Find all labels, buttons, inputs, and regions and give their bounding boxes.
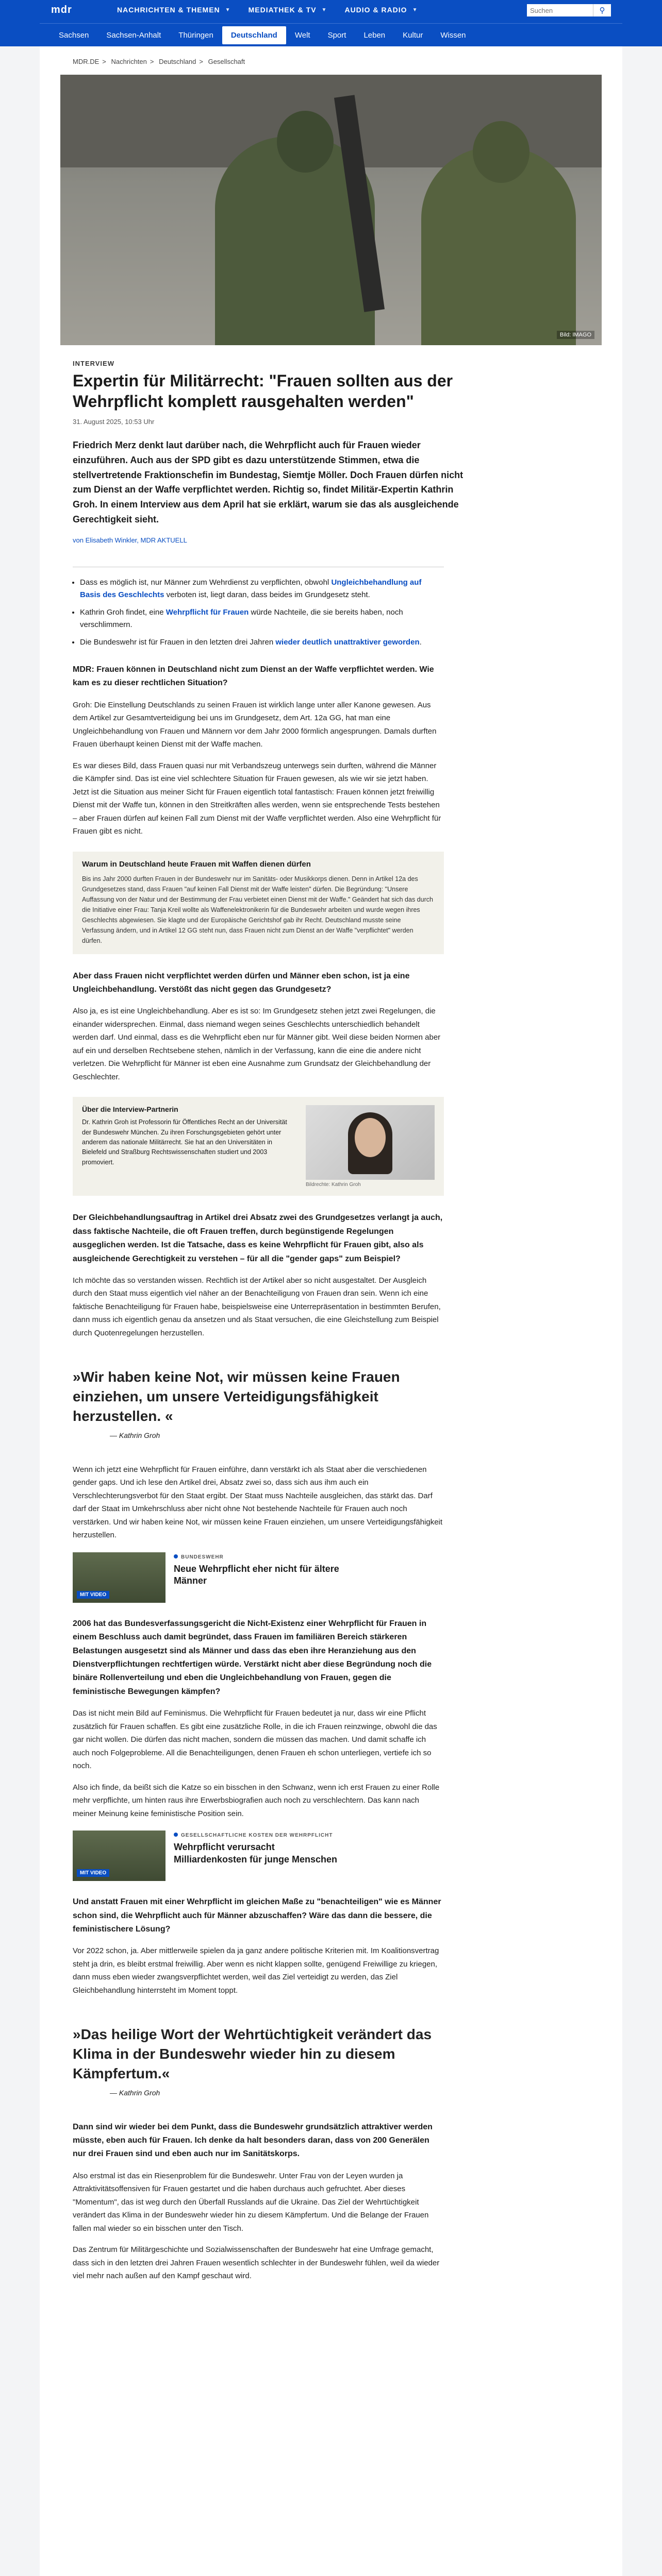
subnav-sachsen-anhalt[interactable]: Sachsen-Anhalt [106, 31, 161, 40]
interview-answer: Also erstmal ist das ein Riesenproblem für die Bundeswehr. Unter Frau von der Leyen wurden ja Attraktivitätsoffensiven für Frauen gestartet und die haben durchaus auch gefruchtet. Aber dieses "Momentum", das ist weg durch den Überfall Russlands auf die Ukraine. Das Ziel der Wehrtüchtigkeit verändert das Klima in der Bundeswehr wieder hin zu diesem Kämpfertum. Und die Belange der Frauen fallen mal wieder so ein bisschen unter den Tisch. [73, 2171, 429, 2233]
related-article-teaser[interactable] [73, 1831, 444, 1881]
summary-item [80, 636, 444, 649]
main-nav-media-label: MEDIATHEK & TV [248, 6, 317, 14]
breadcrumb-separator: > [150, 58, 154, 65]
hero-head-left [277, 111, 334, 173]
main-nav-news-label: NACHRICHTEN & THEMEN [117, 6, 220, 14]
article-author[interactable]: von Elisabeth Winkler, MDR AKTUELL [73, 536, 187, 544]
summary-item [80, 606, 444, 631]
subnav-welt[interactable]: Welt [294, 31, 310, 40]
interview-question: Dann sind wir wieder bei dem Punkt, dass die Bundeswehr grundsätzlich attraktiver werden müsste, eben auch für Frauen. Ich denke da halt besonders daran, dass von 200 Generälen nur drei Frauen sind und eben auch nur im Sanitätskorps. [73, 2122, 433, 2159]
teaser-kicker [174, 1833, 349, 1838]
interview-answer: Groh: Die Einstellung Deutschlands zu seinen Frauen ist wirklich lange unter aller Kanone gewesen. Aus dem Artikel zur Gesamtverteidigung bei uns im Grundgesetz, dem Art. 12a GG, hat man eine Ungleichbehandlung von Frauen und Männern vor dem Jahr 2000 förmlich angesprungen. Damals durften Frauen überhaupt keinen Dienst mit der Waffe machen. [73, 700, 437, 749]
pull-quote-author: — Kathrin Groh [110, 2088, 160, 2097]
article-column [73, 1463, 444, 1997]
breadcrumb-item[interactable]: Gesellschaft [208, 58, 245, 65]
interview-question: Aber dass Frauen nicht verpflichtet werden dürfen und Männer eben schon, ist ja eine Ungleichbehandlung. Verstößt das nicht gegen das Grundgesetz? [73, 971, 410, 994]
interview-answer: Also ja, es ist eine Ungleichbehandlung. Aber es ist so: Im Grundgesetz stehen jetzt zwei Regelungen, die einander widersprechen. Einmal, dass niemand wegen seines Geschlechts unterschiedlich behandelt werden darf. Und einmal, dass es die Wehrpflicht eben nur für Männer gibt. Weil diese beiden Normen aber auf ein und derselben Rechtsebene stehen, nämlich in der Verfassung, kann die eine die andere nicht verletzen. Die Wehrpflicht für Männer ist eben eine Ausnahme zum Grundsatz der Gleichbehandlung der Geschlechter. [73, 1007, 441, 1081]
main-nav [117, 6, 418, 14]
breadcrumb-separator: > [199, 58, 203, 65]
pull-quote-text: »Wir haben keine Not, wir müssen keine Frauen einziehen, um unsere Verteidigungsfähigkeit herzustellen. « [73, 1369, 400, 1424]
top-bar-inner [40, 0, 622, 46]
main-nav-media[interactable] [249, 6, 327, 14]
interview-answer: Wenn ich jetzt eine Wehrpflicht für Frauen einführe, dann verstärkt ich als Staat aber die verschiedenen gender gaps. Und ich lese den Artikel drei, Absatz zwei so, dass sich aus ihm auch ein Verschlechterungsverbot für den Staat ergibt. Der Staat muss Nachteile ausgleichen, das stärkt das. Darf darf der Staat im Umkehrschluss aber nicht ohne Not bestehende Nachteile für Frauen auch noch verstärken. Und wir haben keine Not, wir müssen keine Frauen einziehen, um unsere Verteidigungsfähigkeit herzustellen. [73, 1465, 443, 1540]
chevron-down-icon: ▼ [412, 7, 418, 13]
bio-text: Dr. Kathrin Groh ist Professorin für Öffentliches Recht an der Universität der Bundeswehr München. Zu ihren Forschungsgebieten gehört unter anderem das nationale Militärrecht. Sie hat an den Universitäten in Bielefeld und Straßburg Rechtswissenschaften studiert und 2003 promoviert. [82, 1118, 287, 1166]
breadcrumb [40, 46, 622, 75]
teaser-kicker [174, 1554, 349, 1560]
pull-quote [73, 1367, 465, 1439]
teaser-kicker-label: BUNDESWEHR [181, 1554, 224, 1560]
teaser-text [174, 1552, 349, 1587]
sub-navigation [40, 23, 622, 47]
hero-caption: Bild: IMAGO [557, 331, 594, 339]
subnav-thueringen[interactable]: Thüringen [178, 31, 213, 40]
pull-quote-author: — Kathrin Groh [110, 1431, 160, 1439]
interview-question: MDR: Frauen können in Deutschland nicht zum Dienst an der Waffe verpflichtet werden. Wie kam es zu dieser rechtlichen Situation? [73, 665, 434, 688]
breadcrumb-separator: > [102, 58, 106, 65]
teaser-image[interactable] [73, 1831, 166, 1881]
interview-answer: Das Zentrum für Militärgeschichte und Sozialwissenschaften der Bundeswehr hat eine Umfrage gemacht, dass sich in den letzten drei Jahren Frauen wesentlich schlechter in der Bundeswehr fühlen, weil da wieder viel mehr nach außen auf den Kampf geschaut wird. [73, 2245, 440, 2281]
breadcrumb-item[interactable]: Deutschland [159, 58, 196, 65]
bio-image-block [306, 1105, 435, 1188]
portrait-image [306, 1105, 435, 1180]
info-box-text: Bis ins Jahr 2000 durften Frauen in der Bundeswehr nur im Sanitäts- oder Musikkorps dienen. Denn in Artikel 12a des Grundgesetzes stand, dass Frauen "auf keinen Fall Dienst mit der Waffe leisten" dürfen. Die Begründung: "Unsere Auffassung von der Natur und der Bestimmung der Frau verbietet einen Dienst mit der Waffe." Geändert hat sich das durch die Initiative einer Frau: Tanja Kreil wollte als Waffenelektronikerin für die Bundeswehr arbeiten und wurde wegen ihres Geschlechts abgewiesen. Sie klagte und der Europäische Gerichtshof gab ihr Recht. Deutschland musste seine Verfassung ändern, und in Artikel 12 GG steht nun, dass Frauen nicht zum Dienst an der Waffe "verpflichtet" werden dürfen. [82, 875, 433, 944]
summary-text: würde Nachteile, die sie bereits haben, noch verschlimmern. [80, 607, 403, 629]
summary-link[interactable]: Ungleichbehandlung auf Basis des Geschlechts [80, 578, 422, 599]
portrait-caption: Bildrechte: Kathrin Groh [306, 1182, 361, 1188]
teaser-title[interactable]: Neue Wehrpflicht eher nicht für ältere Männer [174, 1563, 339, 1586]
hero-head-right [473, 121, 529, 183]
search-icon[interactable]: ⚲ [593, 4, 611, 16]
subnav-kultur[interactable]: Kultur [403, 31, 423, 40]
article-title: Expertin für Militärrecht: "Frauen sollten aus der Wehrpflicht komplett rausgehalten werden" [73, 371, 453, 411]
chevron-down-icon: ▼ [225, 7, 231, 13]
page-content [40, 46, 622, 2576]
subnav-wissen[interactable]: Wissen [440, 31, 466, 40]
interview-question: Und anstatt Frauen mit einer Wehrpflicht im gleichen Maße zu "benachteiligen" wie es Männer schon sind, die Wehrpflicht auch für Männer abzuschaffen? Wäre das dann die bessere, die feministischere Lösung? [73, 1897, 441, 1934]
main-nav-audio[interactable] [344, 6, 418, 14]
subnav-sachsen[interactable]: Sachsen [59, 31, 89, 40]
info-box-title: Warum in Deutschland heute Frauen mit Waffen dienen dürfen [82, 859, 311, 869]
pull-quote [73, 2025, 465, 2096]
article-column [73, 2121, 444, 2283]
search-box [527, 4, 611, 16]
bio-text-block [82, 1105, 293, 1188]
teaser-image[interactable] [73, 1552, 166, 1603]
article-date: 31. August 2025, 10:53 Uhr [73, 418, 155, 426]
article-summary [73, 567, 444, 649]
summary-link[interactable]: wieder deutlich unattraktiver geworden [275, 637, 420, 647]
dot-icon [174, 1833, 178, 1837]
main-nav-news[interactable] [117, 6, 231, 14]
article-body [40, 360, 622, 2283]
article-kicker: INTERVIEW [73, 360, 114, 367]
summary-link[interactable]: Wehrpflicht für Frauen [166, 607, 249, 617]
summary-text: Kathrin Groh findet, eine [80, 607, 166, 617]
summary-text: . [419, 637, 422, 647]
summary-text: Die Bundeswehr ist für Frauen in den letzten drei Jahren [80, 637, 276, 647]
teaser-text [174, 1831, 349, 1866]
interview-question: Der Gleichbehandlungsauftrag in Artikel drei Absatz zwei des Grundgesetzes verlangt ja auch, dass faktische Nachteile, die oft Frauen treffen, durch begünstigende Regelungen ausgeglichen werden. Ist die Tatsache, dass es keine Wehrpflicht für Frauen gibt, also als ausgleichende Gerechtigkeit zu verstehen – für all die "gender gaps" zum Beispiel? [73, 1213, 443, 1263]
main-nav-audio-label: AUDIO & RADIO [344, 6, 407, 14]
info-box [73, 852, 444, 954]
subnav-leben[interactable]: Leben [363, 31, 386, 40]
bio-title: Über die Interview-Partnerin [82, 1105, 178, 1114]
interview-answer: Vor 2022 schon, ja. Aber mittlerweile spielen da ja ganz andere politische Kriterien mit. Im Koalitionsvertrag steht ja drin, es bleibt erstmal freiwillig. Aber wenn es nicht klappen sollte, genügend Freiwillige zu kriegen, dann muss eben wieder zwangsverpflichtet werden, weil das Ziel verteidigt zu werden, das Ziel Gleichbehandlung hinterrsteht im Moment toppt. [73, 1946, 439, 1995]
interviewee-bio-box [73, 1097, 444, 1196]
hero-image [60, 75, 602, 345]
search-input[interactable] [527, 4, 593, 16]
breadcrumb-item[interactable]: Nachrichten [111, 58, 147, 65]
chevron-down-icon: ▼ [321, 7, 327, 13]
article-lead: Friedrich Merz denkt laut darüber nach, die Wehrpflicht auch für Frauen wieder einzuführen. Auch aus der SPD gibt es dazu unterstützende Stimmen, etwa die stellvertretende Fraktionschefin im Bundestag, Siemtje Möller. Doch Frauen dürfen nicht zum Dienst an der Waffe verpflichtet werden. Richtig so, findet Militär-Expertin Kathrin Groh. In einem Interview aus dem April hat sie erklärt, warum sie das als ausgleichende Gerechtigkeit sieht. [73, 440, 464, 524]
top-navigation-bar [0, 0, 662, 46]
dot-icon [174, 1554, 178, 1558]
summary-item [80, 577, 444, 601]
summary-text: Dass es möglich ist, nur Männer zum Wehrdienst zu verpflichten, obwohl [80, 578, 332, 587]
related-article-teaser[interactable] [73, 1552, 444, 1603]
teaser-title[interactable]: Wehrpflicht verursacht Milliardenkosten für junge Menschen [174, 1842, 338, 1865]
interview-answer: Es war dieses Bild, dass Frauen quasi nur mit Verbandszeug unterwegs sein durften, während die Männer die Kämpfer sind. Das ist eine viel schlechtere Situation für Frauen gewesen, als wie wir sie jetzt haben. Jetzt ist die Situation aus meiner Sicht für Frauen eigentlich total fantastisch: Frauen können jetzt freiwillig Dienst mit der Waffe tun, können in den Streitkräften alles werden, wenn sie entsprechende Tests bestehen – aber Frauen dürfen auf keinen Fall zum Dienst mit der Waffe verpflichtet werden. Also eine Wehrpflicht für Frauen gibt es nicht. [73, 761, 441, 836]
portrait-face [355, 1118, 386, 1157]
interview-question: 2006 hat das Bundesverfassungsgericht die Nicht-Existenz einer Wehrpflicht für Frauen in einem Beschluss auch damit begründet, dass Frauen im familiären Bereich stärkeren Belastungen ausgesetzt sind als Männer und dass das eben ihre Heranziehung aus den Dienstverpflichtungen rechtfertigen würde. Verstärkt nicht aber diese Begründung noch die binäre Rollenverteilung und eben die Ungleichbehandlung von Frauen, gegen die feministische Bewegungen kämpfen? [73, 1619, 432, 1696]
interview-answer: Das ist nicht mein Bild auf Feminismus. Die Wehrpflicht für Frauen bedeutet ja nur, dass wir eine Pflicht zusätzlich für Frauen schaffen. Es gibt eine zusätzliche Rolle, in die ich Frauen reinzwinge, obwohl die das gar nicht wollen. Die dürfen das nicht machen, sondern die müssen das machen. Und damit schaffe ich auch noch Folgeprobleme. All die Benachteiligungen, denen Frauen eh schon unterliegen, vertiefe ich so noch. [73, 1709, 437, 1771]
mdr-logo[interactable]: mdr [51, 4, 72, 15]
interview-answer: Also ich finde, da beißt sich die Katze so ein bisschen in den Schwanz, wenn ich erst Frauen zu einer Rolle mehr verpflichte, um hinten raus ihre Erwerbsbiografien auch noch zu verschlechtern. Das kann nach meiner Meinung keine feministische Position sein. [73, 1783, 440, 1818]
subnav-sport[interactable]: Sport [327, 31, 346, 40]
breadcrumb-item[interactable]: MDR.DE [73, 58, 100, 65]
teaser-kicker-label: GESELLSCHAFTLICHE KOSTEN DER WEHRPFLICHT [181, 1833, 333, 1839]
video-badge: MIT VIDEO [77, 1869, 109, 1877]
article-column [73, 663, 444, 1340]
interview-answer: Ich möchte das so verstanden wissen. Rechtlich ist der Artikel aber so nicht ausgestaltet. Der Ausgleich durch den Staat muss eigentlich viel näher an der Benachteiligung von Frauen dran sein. Wenn ich eine faktische Benachteiligung für Frauen habe, beispielsweise eine Unterrepräsentation in bestimmten Berufen, dann muss ich eigentlich genau da ansetzen und als Staat versuchen, die eine Gleichstellung zum Beispiel durch Quotenregelungen herzustellen. [73, 1276, 441, 1337]
subnav-deutschland[interactable]: Deutschland [222, 26, 286, 44]
video-badge: MIT VIDEO [77, 1591, 109, 1599]
pull-quote-text: »Das heilige Wort der Wehrtüchtigkeit verändert das Klima in der Bundeswehr wieder hin zu diesem Kämpfertum.« [73, 2026, 432, 2081]
summary-text: verboten ist, liegt daran, dass beides im Grundgesetz steht. [164, 590, 370, 599]
